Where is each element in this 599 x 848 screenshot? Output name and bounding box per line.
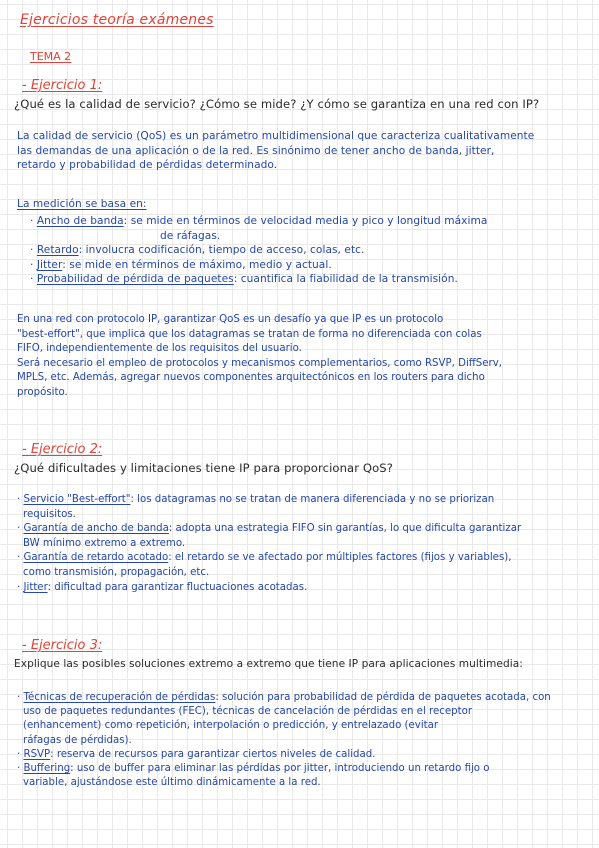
list-item-continuation: BW mínimo extremo a extremo. — [23, 537, 186, 549]
exercise-3-list — [17, 691, 551, 790]
exercise-1-ip-paragraph — [17, 313, 502, 401]
list-item: · Jitter: dificultad para garantizar fluctuaciones acotadas. — [17, 581, 308, 593]
exercise-1-definition — [17, 129, 534, 173]
list-item: · Jitter: se mide en términos de máximo, medio y actual. — [30, 258, 332, 271]
list-item-text: : reserva de recursos para garantizar ciertos niveles de calidad. — [50, 748, 376, 760]
list-item-term: Técnicas de recuperación de pérdidas — [23, 692, 216, 703]
list-item-term: Retardo — [36, 244, 79, 257]
topic-label: TEMA 2 — [30, 50, 72, 63]
list-item-continuation: uso de paquetes redundantes (FEC), técnicas de cancelación de pérdidas en el receptor — [23, 706, 473, 718]
list-item-text: : solución para probabilidad de pérdida de paquetes acotada, con — [215, 692, 551, 703]
exercise-2-list — [17, 493, 521, 595]
list-item: · Ancho de banda: se mide en términos de velocidad media y pico y longitud máxima — [30, 215, 488, 227]
list-item-text: : uso de buffer para eliminar las pérdidas por jitter, introduciendo un retardo fijo o — [70, 763, 490, 775]
list-item-term: Jitter — [23, 581, 48, 593]
list-item-continuation: requisitos. — [23, 508, 76, 520]
list-item: · Buffering: uso de buffer para eliminar las pérdidas por jitter, introduciendo un retardo fijo o — [17, 763, 490, 775]
list-item: · Probabilidad de pérdida de paquetes: cuantifica la fiabilidad de la transmisión. — [30, 273, 458, 286]
list-item-term: Probabilidad de pérdida de paquetes — [36, 273, 234, 286]
page-title: Ejercicios teoría exámenes — [20, 12, 214, 28]
measurement-intro: La medición se basa en: — [17, 198, 147, 210]
list-item-text: : los datagramas no se tratan de manera diferenciada y no se priorizan — [130, 494, 495, 505]
text-line: La calidad de servicio (QoS) es un parámetro multidimensional que caracteriza cualitativamente — [17, 130, 535, 142]
exercise-2-heading: - Ejercicio 2: — [22, 442, 103, 457]
list-item: · Técnicas de recuperación de pérdidas: solución para probabilidad de pérdida de paquetes acotada, con — [17, 692, 551, 703]
measurement-list — [30, 214, 487, 287]
exercise-2-question: ¿Qué dificultades y limitaciones tiene IP para proporcionar QoS? — [14, 461, 394, 475]
text-line: En una red con protocolo IP, garantizar QoS es un desafío ya que IP es un protocolo — [17, 314, 444, 325]
list-item-continuation: (enhancement) como repetición, interpolación o predicción, y entrelazado (evitar — [23, 720, 439, 732]
list-item-term: Servicio "Best-effort" — [23, 494, 131, 505]
list-item-continuation: de ráfagas. — [160, 229, 221, 242]
text-line: "best-effort", que implica que los datagramas se tratan de forma no diferenciada con colas — [17, 328, 482, 340]
list-item: · RSVP: reserva de recursos para garantizar ciertos niveles de calidad. — [17, 748, 376, 760]
list-item-term: Buffering — [23, 763, 71, 775]
list-item-term: Ancho de banda — [36, 215, 124, 227]
exercise-1-question: ¿Qué es la calidad de servicio? ¿Cómo se mide? ¿Y cómo se garantiza en una red con IP? — [14, 97, 540, 111]
list-item-text: : adopta una estrategia FIFO sin garantías, lo que dificulta garantizar — [168, 523, 522, 535]
list-item: · Garantía de retardo acotado: el retardo se ve afectado por múltiples factores (fijos y variables), — [17, 552, 512, 564]
list-item: · Garantía de ancho de banda: adopta una estrategia FIFO sin garantías, lo que dificulta garantizar — [17, 523, 522, 535]
list-item-term: Garantía de retardo acotado — [23, 552, 169, 564]
exercise-1-heading: - Ejercicio 1: — [22, 78, 103, 93]
list-item-text: : el retardo se ve afectado por múltiples factores (fijos y variables), — [168, 552, 512, 564]
text-line: FIFO, independientemente de los requisitos del usuario. — [17, 343, 302, 355]
list-item-text: : dificultad para garantizar fluctuaciones acotadas. — [47, 581, 308, 593]
text-line: retardo y probabilidad de pérdidas determinado. — [17, 159, 278, 172]
text-line: Será necesario el empleo de protocolos y mecanismos complementarios, como RSVP, DiffServ, — [17, 357, 503, 369]
list-item-continuation: como transmisión, propagación, etc. — [23, 566, 210, 578]
list-item-text: : cuantifica la fiabilidad de la transmisión. — [233, 273, 458, 286]
list-item: · Retardo: involucra codificación, tiempo de acceso, colas, etc. — [30, 244, 365, 257]
text-line: las demandas de una aplicación o de la red. Es sinónimo de tener ancho de banda, jitter, — [17, 144, 495, 157]
list-item-continuation: ráfagas de pérdidas). — [23, 734, 132, 746]
exercise-3-question: Explique las posibles soluciones extremo a extremo que tiene IP para aplicaciones multimedia: — [14, 658, 523, 670]
text-line: propósito. — [17, 386, 68, 398]
list-item-continuation: variable, ajustándose este último dinámicamente a la red. — [23, 777, 321, 789]
text-line: MPLS, etc. Además, agregar nuevos componentes arquitectónicos en los routers para dicho — [17, 372, 485, 384]
list-item-text: : se mide en términos de máximo, medio y actual. — [62, 258, 332, 271]
list-item-term: Jitter — [36, 258, 63, 271]
list-item: · Servicio "Best-effort": los datagramas no se tratan de manera diferenciada y no se priorizan — [17, 494, 495, 505]
list-item-term: Garantía de ancho de banda — [23, 523, 169, 535]
list-item-text: : involucra codificación, tiempo de acceso, colas, etc. — [78, 244, 365, 257]
list-item-text: : se mide en términos de velocidad media y pico y longitud máxima — [123, 215, 488, 227]
exercise-3-heading: - Ejercicio 3: — [22, 638, 103, 653]
list-item-term: RSVP — [23, 748, 51, 760]
